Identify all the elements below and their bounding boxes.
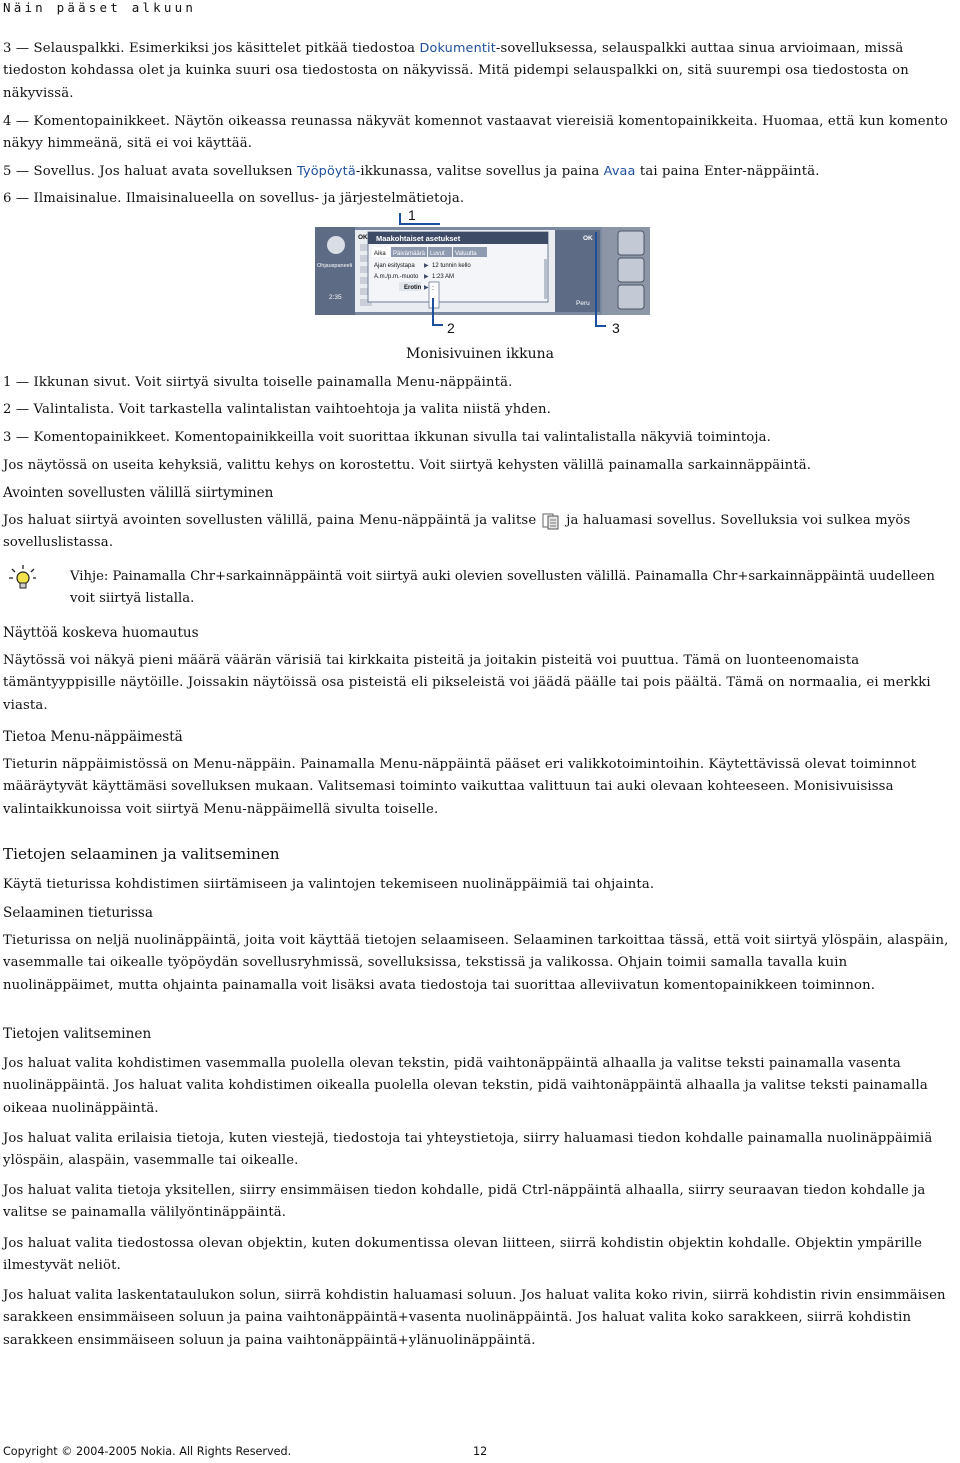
- control-panel-label: Ohjauspaneeli: [317, 263, 353, 269]
- callout-1-line: [400, 213, 440, 224]
- menukey-heading: Tietoa Menu-näppäimestä: [3, 729, 183, 745]
- callout-3-number: 3: [612, 320, 620, 336]
- browsing-para6: Jos haluat valita laskentataulukon solun, siirrä kohdistin haluamasi soluun. Jos haluat valita koko rivin, siirrä kohdistin rivin ensimmäisen sarakkeen ensimmäiseen soluun ja paina vaihtonäppäintä+vasenta nuolinäppäintä. Jos haluat valita koko sarakkeen, siirrä kohdistin sarakkeen ensimmäiseen soluun ja paina vaihtonäppäintä+ylänuolinäppäintä.: [3, 1288, 946, 1348]
- switching-heading: Avointen sovellusten välillä siirtyminen: [3, 485, 274, 501]
- browsing-para2: Jos haluat valita kohdistimen vasemmalla puolella olevan tekstin, pidä vaihtonäppäintä alhaalla ja valitse teksti painamalla vasenta nuolinäppäintä. Jos haluat valita kohdistimen oikealla puolella olevan tekstin, pidä vaihtonäppäintä alhaalla ja valitse teksti painamalla oikeaa nuolinäppäintä.: [3, 1056, 928, 1116]
- callout-2-number: 2: [447, 320, 455, 336]
- tip-text: Painamalla Chr+sarkainnäppäintä voit siirtyä auki olevien sovellusten välillä. Painamalla Chr+sarkainnäppäintä uudelleen voit siirtyä listalla.: [70, 569, 935, 607]
- figure-caption: Monisivuinen ikkuna: [406, 346, 554, 362]
- browsing-heading: Tietojen selaaminen ja valitseminen: [3, 845, 280, 863]
- browsing-para1: Tieturissa on neljä nuolinäppäintä, joita voit käyttää tietojen selaamiseen. Selaaminen tarkoittaa tässä, että voit siirtyä ylöspäin, alaspäin, vasemmalle tai oikealle työpöydän sovellusryhmissä, sovelluksissa, tekstissä ja valikossa. Ohjain toimii samalla tavalla kuin nuolinäppäimet, mutta ohjainta painamalla voit lisäksi avata tiedostoja tai suorittaa alleviivatun komentopainikkeen toiminnon.: [3, 933, 949, 993]
- copyright-footer: Copyright © 2004-2005 Nokia. All Rights Reserved.: [3, 1445, 292, 1458]
- ok-command-label[interactable]: OK: [583, 235, 593, 242]
- clock-label: 2:35: [329, 294, 342, 301]
- row-ampm-value[interactable]: 1:23 AM: [432, 274, 455, 280]
- row-ampm-label: A.m./p.m.-muoto: [374, 274, 419, 280]
- browsing-para5: Jos haluat valita tiedostossa olevan objektin, kuten dokumentissa olevan liitteen, siirrä kohdistin objektin kohdalle. Objektin ympärille ilmestyvät neliöt.: [3, 1236, 923, 1274]
- open-link[interactable]: Avaa: [603, 164, 636, 179]
- tab-date[interactable]: Päivämäärä: [393, 251, 426, 257]
- fig-item-3: 3 — Komentopainikkeet. Komentopainikkeilla voit suorittaa ikkunan sivulla tai valintalistalla näkyviä toimintoja.: [3, 430, 771, 445]
- frames-paragraph: Jos näytössä on useita kehyksiä, valittu kehys on korostettu. Voit siirtyä kehysten välillä painamalla sarkainnäppäintä.: [3, 458, 812, 473]
- row-ampm-arrow: ▶: [424, 274, 429, 280]
- tip-label: Vihje:: [70, 569, 109, 584]
- phone-icon: [327, 236, 345, 254]
- item-5-text-c: tai paina Enter-näppäintä.: [635, 164, 820, 179]
- fig-item-2: 2 — Valintalista. Voit tarkastella valintalistan vaihtoehtoja ja valita niistä yhden.: [3, 402, 551, 417]
- documents-link[interactable]: Dokumentit: [419, 41, 496, 56]
- menukey-paragraph: Tieturin näppäimistössä on Menu-näppäin. Painamalla Menu-näppäintä pääset eri valikkotoimintoihin. Käytettävissä olevat toiminnot määräytyvät käyttämäsi sovelluksen mukaan. Valitsemasi toiminto vaikuttaa valittuun tai auki olevaan kohteeseen. Monisivuisissa valintaikkunoissa voit siirtyä Menu-näppäimellä sivulta toiselle.: [3, 757, 917, 817]
- browsing-para4: Jos haluat valita tietoja yksitellen, siirry ensimmäisen tiedon kohdalle, pidä Ctrl-näppäintä alhaalla, siirry seuraavan tiedon kohdalle ja valitse se painamalla välilyöntinäppäintä.: [3, 1183, 926, 1221]
- page-number: 12: [473, 1445, 488, 1458]
- switching-text-a: Jos haluat siirtyä avointen sovellusten välillä, paina Menu-näppäintä ja valitse: [3, 513, 537, 528]
- desktop-link[interactable]: Työpöytä: [297, 164, 356, 179]
- command-button-2[interactable]: [618, 258, 644, 282]
- switching-text-b: ja haluamasi sovellus. Sovelluksia voi sulkea myös sovelluslistassa.: [3, 513, 911, 551]
- multi-page-window-figure: [300, 200, 660, 340]
- item-4-command-buttons: 4 — Komentopainikkeet. Näytön oikeassa reunassa näkyvät komennot vastaavat viereisiä komentopainikkeita. Huomaa, että kun komento näkyy himmeänä, sitä ei voi käyttää.: [3, 114, 948, 152]
- tab-time[interactable]: Aika: [374, 251, 386, 257]
- dialog-scrollbar[interactable]: [544, 259, 547, 299]
- browsing-para3: Jos haluat valita erilaisia tietoja, kuten viestejä, tiedostoja tai yhteystietoja, siirry haluamasi tiedon kohdalle painamalla nuolinäppäimiä ylöspäin, alaspäin, vasemmalle tai oikealle.: [3, 1131, 933, 1169]
- tip-paragraph: [70, 566, 955, 611]
- row-separator-label: Erotin: [404, 285, 422, 291]
- browsing-sub1: Selaaminen tieturissa: [3, 905, 154, 921]
- separator-option-value[interactable]: :: [432, 285, 434, 292]
- callout-1-number: 1: [408, 207, 416, 223]
- app-switch-icon: [540, 512, 562, 530]
- item-3-text-b: -sovelluksessa, selauspalkki auttaa sinua arvioimaan, missä tiedoston kohdassa olet ja kuinka suuri osa tiedostosta on näkyvissä. Mitä pidempi selauspalkki on, sitä suurempi osa tiedostosta on näkyvissä.: [3, 41, 909, 101]
- row-separator-arrow: ▶: [424, 285, 429, 291]
- browsing-sub2: Tietojen valitseminen: [3, 1026, 152, 1042]
- command-button-3[interactable]: [618, 285, 644, 309]
- fig-item-1: 1 — Ikkunan sivut. Voit siirtyä sivulta toiselle painamalla Menu-näppäintä.: [3, 375, 513, 390]
- tip-lightbulb-icon: [6, 563, 36, 593]
- item-3-text-a: 3 — Selauspalkki. Esimerkiksi jos käsittelet pitkää tiedostoa: [3, 41, 420, 56]
- item-3-scrollbar: [3, 38, 955, 105]
- running-header: Näin pääset alkuun: [3, 0, 197, 15]
- row-time-format-label: Ajan esitystapa: [374, 263, 415, 269]
- tab-numbers[interactable]: Luvut: [430, 251, 445, 257]
- cancel-command-label[interactable]: Peru: [576, 300, 590, 307]
- dialog-title: Maakohtaiset asetukset: [376, 234, 461, 243]
- item-5-application: [3, 161, 955, 183]
- item-6-indicator-area: 6 — Ilmaisinalue. Ilmaisinalueella on sovellus- ja järjestelmätietoja.: [3, 191, 465, 206]
- tab-currency[interactable]: Valuutta: [455, 251, 477, 257]
- item-5-text-b: -ikkunassa, valitse sovellus ja paina: [355, 164, 604, 179]
- display-paragraph: Näytössä voi näkyä pieni määrä väärän värisiä tai kirkkaita pisteitä ja joitakin pisteitä voi puuttua. Tämä on luonteenomaista tämäntyyppisille näytöille. Joissakin näytöissä osa pisteistä eli pikseleistä voi jäädä päälle tai pois päältä. Tämä on normaalia, ei merkki viasta.: [3, 653, 931, 713]
- display-heading: Näyttöä koskeva huomautus: [3, 625, 199, 641]
- bg-ok-label: OK: [358, 234, 368, 241]
- row-time-format-arrow: ▶: [424, 263, 429, 269]
- switching-paragraph: [3, 510, 955, 555]
- row-time-format-value[interactable]: 12 tunnin kello: [432, 263, 471, 269]
- item-5-text-a: 5 — Sovellus. Jos haluat avata sovelluksen: [3, 164, 297, 179]
- browsing-intro: Käytä tieturissa kohdistimen siirtämiseen ja valintojen tekemiseen nuolinäppäimiä tai ohjainta.: [3, 877, 655, 892]
- command-button-1[interactable]: [618, 231, 644, 255]
